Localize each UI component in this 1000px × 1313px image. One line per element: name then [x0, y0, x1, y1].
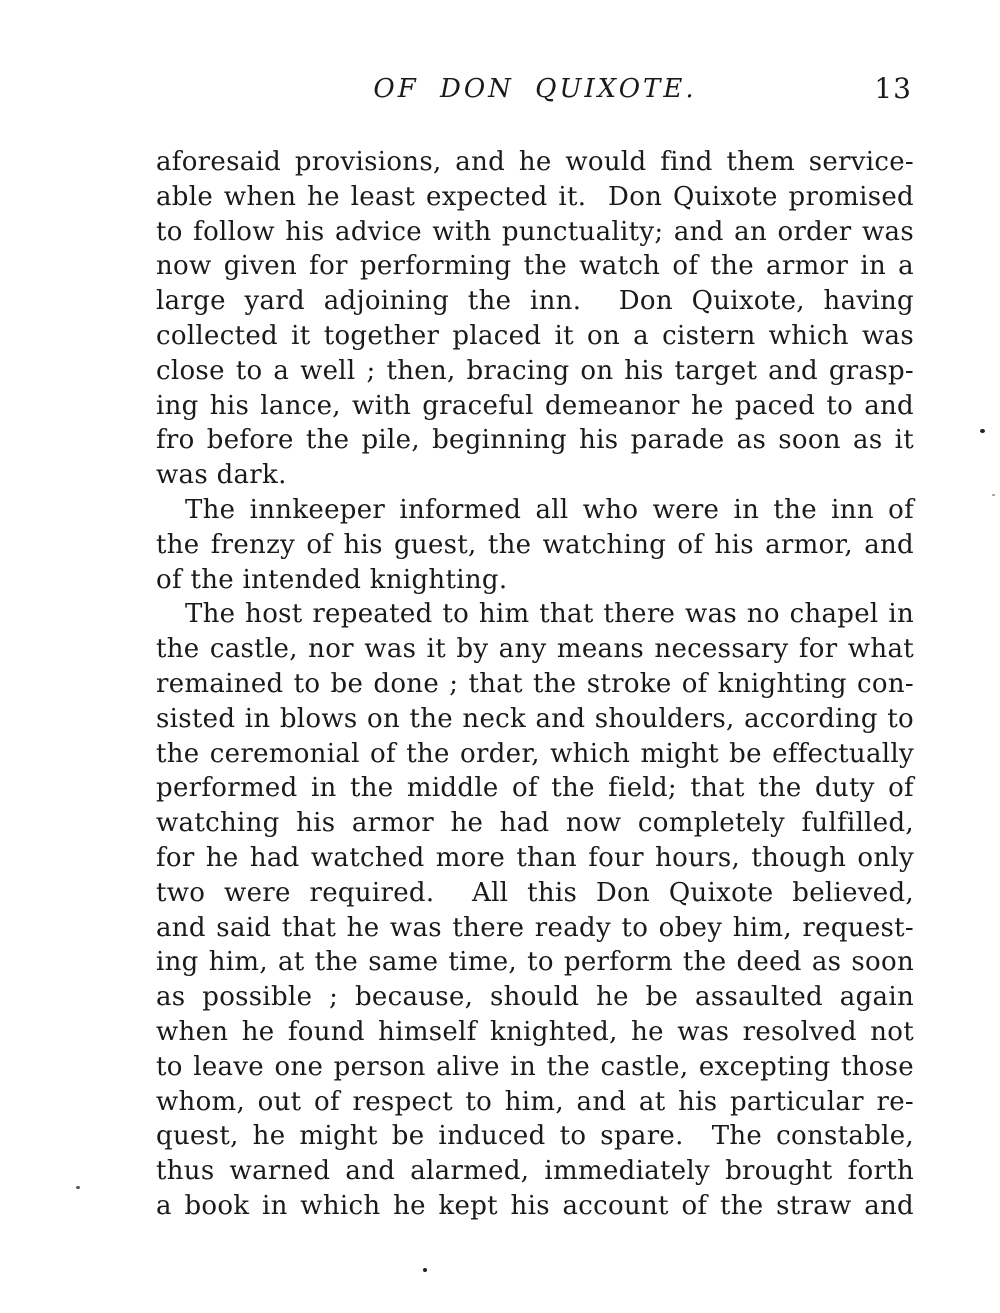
text-line: performed in the middle of the field; that the duty of	[156, 773, 914, 804]
text-line: fro before the pile, beginning his parade as soon as it	[156, 425, 914, 456]
page-number: 13	[874, 72, 912, 105]
scan-speck	[980, 429, 985, 433]
text-line: of the intended knighting.	[156, 564, 508, 595]
text-line: ing him, at the same time, to perform the deed as soon	[156, 947, 914, 978]
text-line: to follow his advice with punctuality; and an order was	[156, 216, 914, 247]
text-line: aforesaid provisions, and he would find them service-	[156, 147, 914, 177]
scan-speck	[423, 1268, 427, 1272]
text-line: now given for performing the watch of the armor in a	[156, 251, 914, 282]
text-line: the frenzy of his guest, the watching of his armor, and	[156, 529, 914, 560]
text-line: the castle, nor was it by any means necessary for what	[156, 634, 914, 665]
text-line: for he had watched more than four hours, though only	[156, 842, 914, 873]
text-line: watching his armor he had now completely fulfilled,	[156, 808, 914, 839]
text-line: sisted in blows on the neck and shoulders, according to	[156, 703, 914, 734]
text-line: ing his lance, with graceful demeanor he paced to and	[156, 390, 914, 421]
text-line: as possible ; because, should he be assaulted again	[156, 982, 914, 1013]
text-line: able when he least expected it. Don Quixote promised	[156, 181, 914, 212]
text-line: quest, he might be induced to spare. The constable,	[156, 1121, 914, 1152]
text-line: the ceremonial of the order, which might be effectually	[156, 738, 914, 769]
scan-speck	[76, 1186, 80, 1189]
text-block	[156, 145, 914, 1224]
scan-speck	[992, 494, 995, 496]
text-line: a book in which he kept his account of the straw and	[156, 1190, 914, 1221]
text-line: was dark.	[156, 460, 287, 491]
text-line: when he found himself knighted, he was resolved not	[156, 1016, 914, 1047]
text-line: close to a well ; then, bracing on his target and grasp-	[156, 355, 914, 386]
text-line: remained to be done ; that the stroke of knighting con-	[156, 668, 914, 699]
text-line: The host repeated to him that there was no chapel in	[185, 599, 914, 630]
text-line: two were required. All this Don Quixote believed,	[156, 877, 914, 908]
text-line: and said that he was there ready to obey him, request-	[156, 912, 914, 943]
running-title: OF DON QUIXOTE.	[373, 74, 697, 104]
page-header	[156, 74, 914, 108]
text-line: collected it together placed it on a cistern which was	[156, 320, 914, 351]
text-line: to leave one person alive in the castle, excepting those	[156, 1051, 914, 1082]
text-line: The innkeeper informed all who were in the inn of	[185, 494, 914, 525]
text-line: thus warned and alarmed, immediately brought forth	[156, 1156, 914, 1187]
text-line: large yard adjoining the inn. Don Quixote, having	[156, 286, 914, 317]
text-line: whom, out of respect to him, and at his particular re-	[156, 1086, 914, 1117]
